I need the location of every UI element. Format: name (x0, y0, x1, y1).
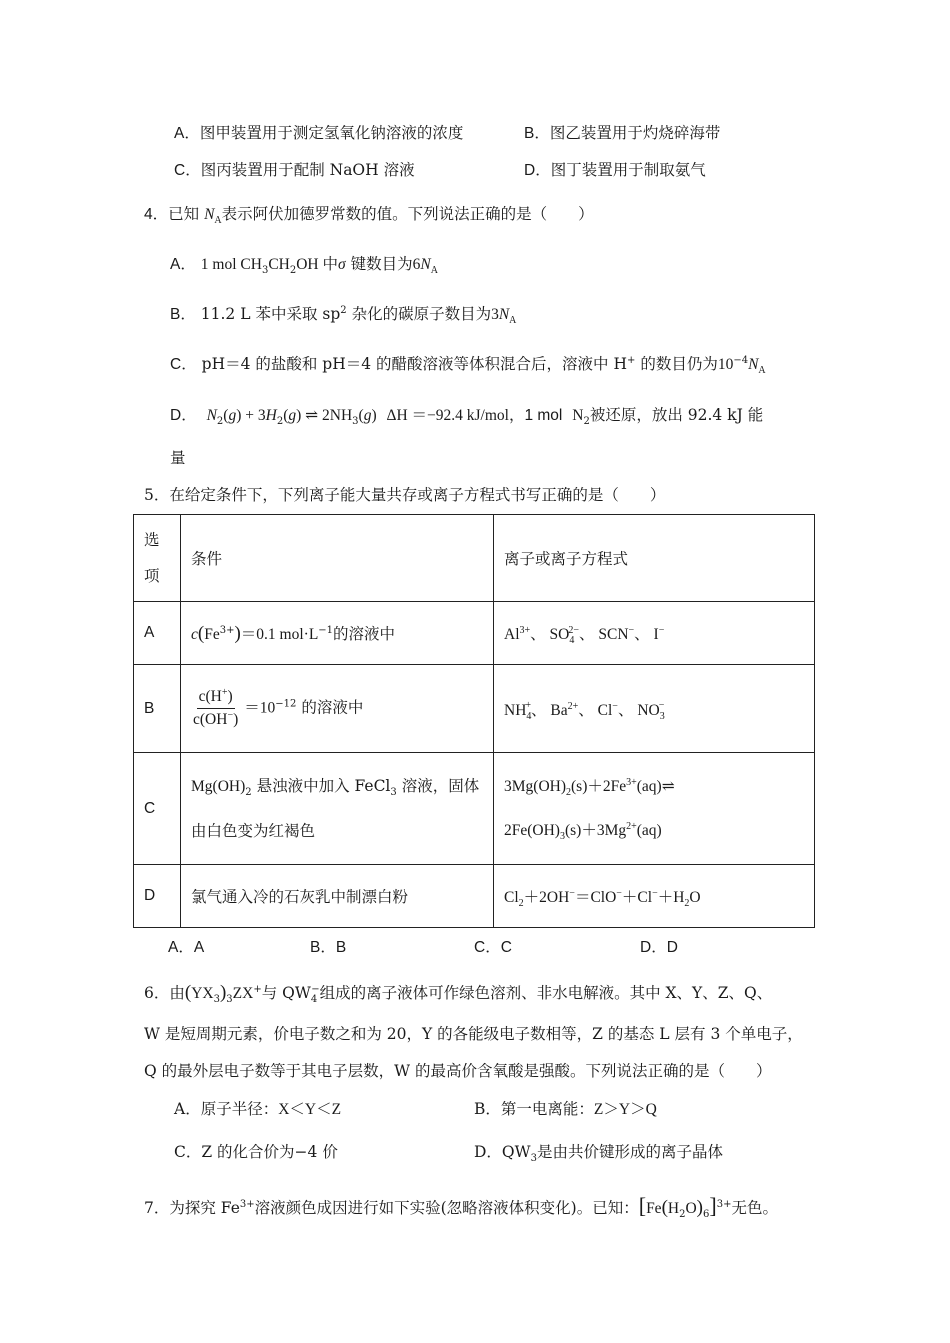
table-row (134, 602, 815, 665)
q6-line-3: Q 的最外层电子数等于其电子层数，W 的最高价含氧酸是强酸。下列说法正确的是（ ） (144, 1062, 772, 1080)
q4-option-c: C． pH＝4 的盐酸和 pH＝4 的醋酸溶液等体积混合后，溶液中 H+ 的数目仍为$10^{-4}N_A$ (170, 354, 766, 377)
table-header-option: 选 项 (134, 515, 181, 602)
q6-option-a: A．原子半径：X＜Y＜Z (174, 1100, 342, 1118)
row-option-d: D (134, 865, 181, 928)
q5-stem: 5．在给定条件下，下列离子能大量共存或离子方程式书写正确的是（ ） (144, 486, 666, 504)
q4-option-a: A． 1 mol $CH_3CH_2OH$ 中σ 键数目为$6N_A$ (170, 255, 438, 277)
row-b-condition: $\frac{c(H^+)}{c(OH^-)}$ $=10^{-12}$ 的溶液中 (181, 665, 494, 753)
q6-option-c: C．Z 的化合价为−4 价 (174, 1143, 338, 1161)
q6-option-d: D．$QW_3$是由共价键形成的离子晶体 (474, 1143, 723, 1165)
row-b-ions: $NH_4^+$、 $Ba^{2+}$、 Cl−、 $NO_3^-$ (494, 665, 815, 753)
row-c-equation: $3Mg(OH)_2(s)+2Fe^{3+}(aq)\rightleftharpoons$ $2Fe(OH)_3(s)+3Mg^{2+}(aq)$ (494, 753, 815, 865)
row-d-equation: $Cl_2+2OH^-=ClO^-+Cl^-+H_2O$ (494, 865, 815, 928)
table-row (134, 865, 815, 928)
q6-option-b: B．第一电离能：Z＞Y＞Q (474, 1100, 657, 1118)
row-option-c: C (134, 753, 181, 865)
row-c-condition: $Mg(OH)_2$ 悬浊液中加入 FeCl$_3$ 溶液，固体 由白色变为红褐色 (181, 753, 494, 865)
q3-option-a: A．图甲装置用于测定氢氧化钠溶液的浓度 (174, 124, 464, 142)
q4-option-d: D． $N_2(g) + 3H_2(g)$ ⇌ $2NH_3(g)$ ΔH ＝−92.4 kJ/mol，1 mol $N_2$被还原，放出 92.4 kJ 能 (170, 406, 764, 428)
q5-table (133, 514, 815, 928)
table-header-ions: 离子或离子方程式 (494, 515, 815, 602)
q3-option-c: C．图丙装置用于配制 NaOH 溶液 (174, 161, 415, 179)
q4-option-d-cont: 量 (170, 449, 186, 467)
q3-option-d: D．图丁装置用于制取氨气 (524, 161, 706, 179)
row-d-condition: 氯气通入冷的石灰乳中制漂白粉 (181, 865, 494, 928)
q4-option-b: B． 11.2 L 苯中采取 $sp^2$ 杂化的碳原子数目为$3N_A$ (170, 304, 517, 327)
row-a-ions: $Al^{3+}$、 $SO_4^{2-}$、 SCN−、 I− (494, 602, 815, 665)
row-option-a: A (134, 602, 181, 665)
q3-option-b: B．图乙装置用于灼烧碎海带 (524, 124, 721, 142)
row-a-condition: $c(Fe^{3+})=0.1$ $mol\cdot L^{-1}$的溶液中 (181, 602, 494, 665)
q6-line-1: 6．由$(YX_3)_3ZX^+$与 $QW_4^-$组成的离子液体可作绿色溶剂、非水电解液。其中 X、Y、Z、Q、 (144, 982, 773, 1006)
q5-answer-b: B．B (310, 939, 347, 956)
q5-answer-a: A．A (168, 939, 205, 956)
table-row (134, 665, 815, 753)
row-option-b: B (134, 665, 181, 753)
table-row (134, 753, 815, 865)
q7-stem: 7．为探究 $Fe^{3+}$溶液颜色成因进行如下实验(忽略溶液体积变化)。已知：$[Fe(H_2O)_6]^{3+}$无色。 (144, 1193, 778, 1221)
table-header-condition: 条件 (181, 515, 494, 602)
q4-stem: 4．已知 $N_A$表示阿伏加德罗常数的值。下列说法正确的是（ ） (144, 205, 594, 227)
table-header-row (134, 515, 815, 602)
q5-answer-d: D．D (640, 939, 678, 956)
q5-answer-c: C．C (474, 939, 512, 956)
q6-line-2: W 是短周期元素，价电子数之和为 20，Y 的各能级电子数相等，Z 的基态 L 层有 3 个单电子， (144, 1025, 803, 1043)
